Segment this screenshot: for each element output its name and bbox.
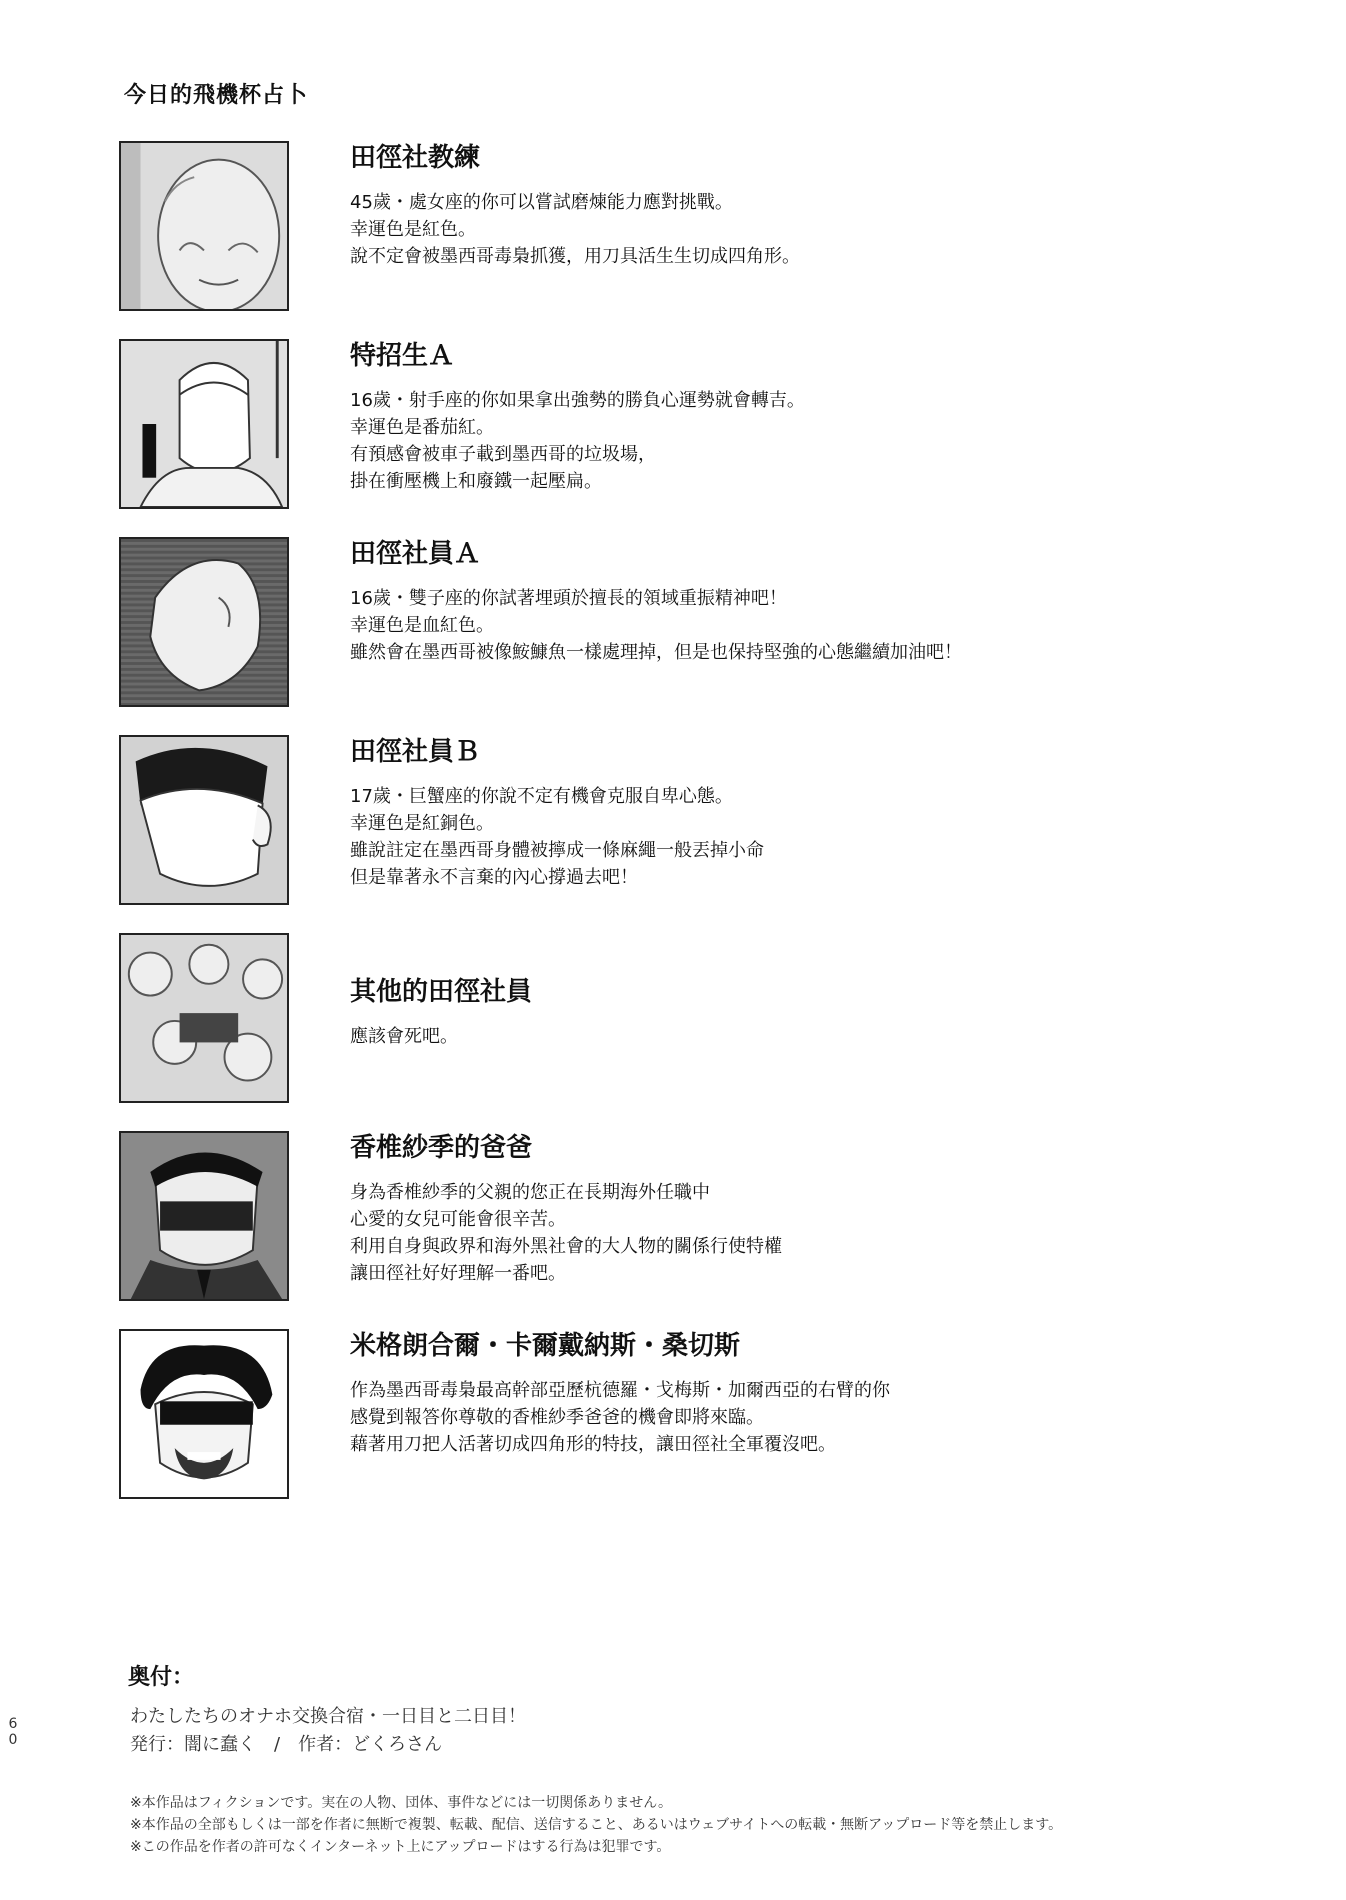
entry-line: 利用自身與政界和海外黑社會的大人物的關係行使特權 [350,1236,782,1257]
entry-line: 雖說註定在墨西哥身體被擰成一條麻繩一般丟掉小命 [350,840,764,861]
portrait-cartel-lieutenant [119,1329,289,1499]
entry-cartel-lieutenant [119,1329,1299,1501]
portrait-track-coach [119,141,289,311]
entry-line: 應該會死吧。 [350,1026,458,1047]
entry-other-members [119,933,1299,1105]
entry-line: 幸運色是紅銅色。 [350,813,494,834]
portrait-track-member-b [119,735,289,905]
entry-line: 身為香椎紗季的父親的您正在長期海外任職中 [350,1182,710,1203]
entry-name: 特招生Ａ [350,341,455,371]
entry-name: 香椎紗季的爸爸 [350,1133,533,1163]
notice-line: ※本作品はフィクションです。実在の人物、団体、事件などには一切関係ありません。 [130,1795,673,1811]
entry-track-member-b [119,735,1299,907]
entry-line: 雖然會在墨西哥被像鮟鱇魚一樣處理掉，但是也保持堅強的心態繼續加油吧！ [350,642,962,663]
entry-line: 作為墨西哥毒梟最高幹部亞歷杭德羅・戈梅斯・加爾西亞的右臂的你 [350,1380,890,1401]
entry-recruit-a [119,339,1299,511]
entry-name: 田徑社教練 [350,143,481,173]
entry-name: 田徑社員Ａ [350,539,481,569]
entry-name: 米格朗合爾・卡爾戴納斯・桑切斯 [350,1331,741,1361]
entry-line: 但是靠著永不言棄的內心撐過去吧！ [350,867,638,888]
page-number-digit: 0 [8,1732,18,1748]
entry-line: 幸運色是番茄紅。 [350,417,494,438]
entry-line: 17歲・巨蟹座的你說不定有機會克服自卑心態。 [350,786,733,807]
entry-track-coach [119,141,1299,313]
colophon-label: 奥付： [128,1665,195,1690]
entry-line: 有預感會被車子載到墨西哥的垃圾場， [350,444,656,465]
entry-line: 16歲・射手座的你如果拿出強勢的勝負心運勢就會轉吉。 [350,390,805,411]
page-title: 今日的飛機杯占卜 [124,83,309,108]
entry-name: 其他的田徑社員 [350,977,533,1007]
page-number-digit: 6 [8,1716,18,1732]
portrait-track-member-a [119,537,289,707]
entry-line: 45歲・處女座的你可以嘗試磨煉能力應對挑戰。 [350,192,733,213]
entry-track-member-a [119,537,1299,709]
entry-line: 幸運色是血紅色。 [350,615,494,636]
entry-line: 說不定會被墨西哥毒梟抓獲，用刀具活生生切成四角形。 [350,246,800,267]
entry-line: 幸運色是紅色。 [350,219,476,240]
notice-line: ※本作品の全部もしくは一部を作者に無断で複製、転載、配信、送信すること、あるいはウェブサイトへの転載・無断アップロード等を禁止します。 [130,1817,1063,1833]
portrait-kashii-father [119,1131,289,1301]
page-number [6,1716,20,1748]
colophon-title: わたしたちのオナホ交換合宿・一日目と二日目！ [130,1706,526,1727]
entry-line: 16歲・雙子座的你試著埋頭於擅長的領域重振精神吧！ [350,588,787,609]
entry-line: 讓田徑社好好理解一番吧。 [350,1263,566,1284]
portrait-other-members [119,933,289,1103]
entry-line: 心愛的女兒可能會很辛苦。 [350,1209,566,1230]
colophon-credits: 発行：闇に蠢く / 作者：どくろさん [130,1734,443,1755]
notice-line: ※この作品を作者の許可なくインターネット上にアップロードはする行為は犯罪です。 [130,1839,671,1855]
portrait-recruit-a [119,339,289,509]
entry-kashii-father [119,1131,1299,1303]
entry-name: 田徑社員Ｂ [350,737,481,767]
entry-line: 掛在衝壓機上和廢鐵一起壓扁。 [350,471,602,492]
entry-line: 藉著用刀把人活著切成四角形的特技，讓田徑社全軍覆沒吧。 [350,1434,836,1455]
entry-line: 感覺到報答你尊敬的香椎紗季爸爸的機會即將來臨。 [350,1407,764,1428]
